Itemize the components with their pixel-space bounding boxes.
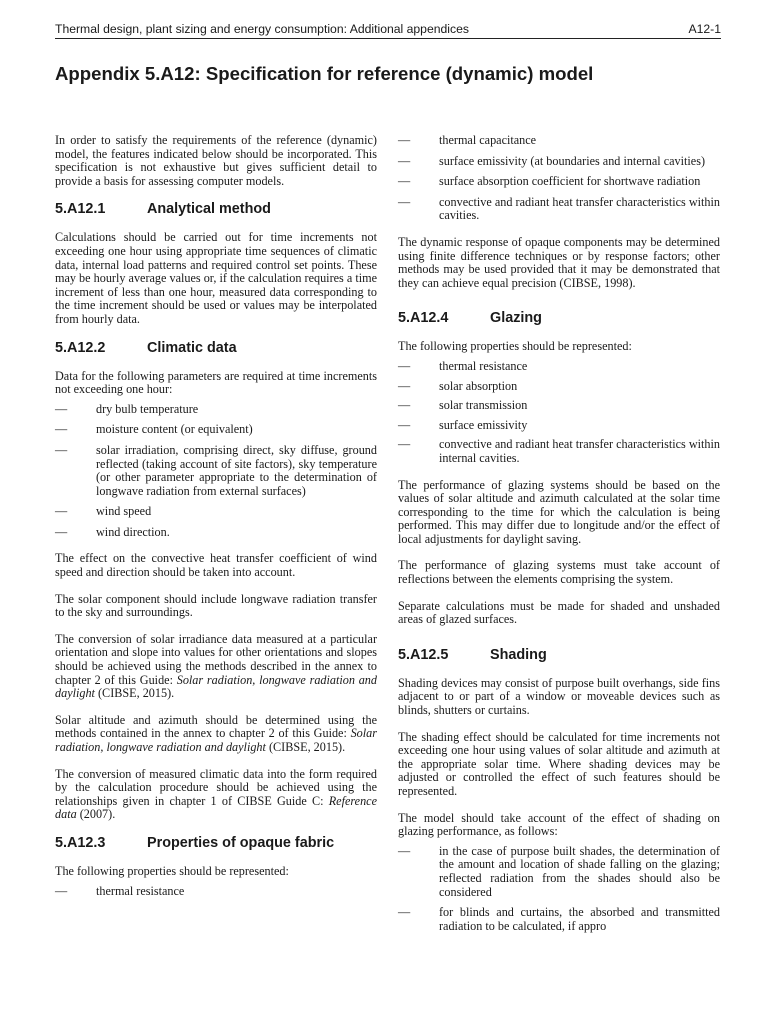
paragraph: The dynamic response of opaque components may be determined using finite difference techniques or by response factors; other methods may be used provided that it may be demonstrated that they can achieve equal precision (CIBSE, 1998). [398,234,720,290]
list-item [398,380,720,394]
opaque-property-list-start [55,885,377,899]
reference-title: Reference data [55,793,377,822]
opaque-property-list-continued [398,134,720,223]
list-item [398,175,720,189]
list-item-text: solar irradiation, comprising direct, sky diffuse, ground reflected (taking account of site factors), sky temperature (or other parameter appropriate to the determination of longwave radiation from external surfaces) [96,442,377,498]
right-column [398,134,720,946]
paragraph: Data for the following parameters are required at time increments not exceeding one hour: [55,368,377,397]
dash-marker: — [398,174,411,189]
list-item [398,134,720,148]
paragraph: The following properties should be represented: [55,863,289,878]
list-item [398,906,720,933]
reference-title: Solar radiation, longwave radiation and daylight [55,726,377,754]
list-item [55,526,377,540]
list-item [398,399,720,413]
list-item-text: solar transmission [439,398,528,413]
paragraph: The shading effect should be calculated for time increments not exceeding one hour using values of solar altitude and azimuth at the appropriate solar time. Where shading devices may be adjusted or controlled the effect of such features should be represented. [398,729,720,798]
dash-marker: — [55,883,68,898]
section-number: 5.A12.5 [398,646,449,663]
paragraph: The performance of glazing systems should be based on the values of solar altitude and azimuth calculated at the solar time corresponding to the time for which the calculation is being performed. This may differ due to longitude and/or the effect of local adjustments for daylight saving. [398,477,720,546]
section-number: 5.A12.2 [55,339,106,356]
section-heading-analytical-method [55,201,377,217]
intro-paragraph: In order to satisfy the requirements of the reference (dynamic) model, the features indicated below should be incorporated. This specification is not exhaustive but gives sufficient detail to provide a basis for assessing computer models. [55,133,377,188]
list-item [55,423,377,437]
running-header [55,20,721,39]
paragraph [55,633,377,701]
dash-marker: — [398,398,411,413]
text-run: (2007). [76,807,116,822]
list-item [398,845,720,899]
text-run: Solar altitude and azimuth should be determined using the methods contained in the annex to chapter 2 of this Guide: [55,712,377,741]
dash-marker: — [398,358,411,373]
list-item [398,438,720,465]
paragraph: Calculations should be carried out for time increments not exceeding one hour using appropriate time sequences of climatic data, internal load patterns and required control set points. These may be hourly average values or, if the calculation requires a time increment of less than one hour, measured data corresponding to the time increment should be used or values may be interpolated from hourly data. [55,230,377,326]
text-run: The conversion of solar irradiance data measured at a particular orientation and slope into values for other orientations and slopes should be achieved using the methods described in the annex to chapter 2 of this Guide: [55,631,377,687]
dash-marker: — [398,133,411,147]
dash-marker: — [398,153,411,168]
paragraph: The performance of glazing systems must take account of reflections between the elements comprising the system. [398,558,720,587]
page-title: Appendix 5.A12: Specification for reference (dynamic) model [55,63,594,84]
section-number: 5.A12.3 [55,834,106,851]
glazing-property-list [398,360,720,466]
section-title: Climatic data [147,339,237,356]
text-run: (CIBSE, 2015). [94,686,175,701]
section-heading-glazing [398,310,720,326]
dash-marker: — [398,437,411,452]
dash-marker: — [55,504,68,519]
list-item-text: solar absorption [439,378,518,393]
list-item-text: thermal resistance [439,358,528,373]
reference-title: Solar radiation, longwave radiation and daylight [55,672,377,701]
dash-marker: — [398,843,411,858]
dash-marker: — [55,524,68,539]
paragraph: Separate calculations must be made for shaded and unshaded areas of glazed surfaces. [398,598,720,627]
section-heading-opaque-fabric [55,835,377,851]
running-title: Thermal design, plant sizing and energy consumption: Additional appendices [55,22,469,36]
dash-marker: — [55,422,68,437]
section-number: 5.A12.1 [55,201,106,218]
left-column [55,134,377,911]
paragraph: Shading devices may consist of purpose built overhangs, side fins adjacent to or part of a window or moveable devices such as blinds, shutters or curtains. [398,675,720,718]
list-item-text: for blinds and curtains, the absorbed and transmitted radiation to be calculated, if appro [439,905,720,933]
list-item-text: surface emissivity [439,417,528,432]
list-item-text: wind direction. [96,524,170,539]
section-heading-climatic-data [55,340,377,356]
dash-marker: — [398,378,411,393]
paragraph: The following properties should be represented: [398,339,632,354]
list-item [398,360,720,374]
list-item-text: in the case of purpose built shades, the determination of the amount and location of shade falling on the glazing; reflected radiation from the shades should also be considered [439,843,720,899]
section-title: Glazing [490,310,542,327]
section-heading-shading [398,647,720,663]
section-title: Shading [490,646,547,663]
list-item-text: surface absorption coefficient for shortwave radiation [439,174,701,189]
list-item [55,403,377,417]
list-item-text: thermal capacitance [439,133,537,147]
list-item [398,196,720,223]
paragraph [55,768,377,822]
paragraph [55,714,377,755]
section-title: Analytical method [147,201,271,218]
dash-marker: — [398,905,411,920]
text-run: (CIBSE, 2015). [265,740,346,754]
list-item-text: moisture content (or equivalent) [96,422,253,437]
list-item [55,505,377,519]
list-item [398,155,720,169]
dash-marker: — [398,194,411,209]
section-title: Properties of opaque fabric [147,834,335,851]
shading-effect-list [398,845,720,934]
paragraph: The model should take account of the effect of shading on glazing performance, as follows: [398,810,720,839]
climatic-parameter-list [55,403,377,540]
list-item-text: convective and radiant heat transfer characteristics within cavities. [439,194,720,223]
list-item-text: thermal resistance [96,883,185,898]
list-item-text: convective and radiant heat transfer characteristics within internal cavities. [439,437,720,465]
list-item-text: dry bulb temperature [96,401,199,416]
list-item-text: surface emissivity (at boundaries and internal cavities) [439,153,706,168]
dash-marker: — [398,417,411,432]
page-number: A12-1 [688,22,721,36]
section-number: 5.A12.4 [398,310,449,327]
list-item [398,419,720,433]
list-item [55,444,377,498]
list-item-text: wind speed [96,504,152,519]
paragraph: The solar component should include longwave radiation transfer to the sky and surroundings. [55,591,377,620]
dash-marker: — [55,442,68,457]
paragraph: The effect on the convective heat transfer coefficient of wind speed and direction should be taken into account. [55,551,377,580]
dash-marker: — [55,401,68,416]
list-item [55,885,377,899]
text-run: The conversion of measured climatic data into the form required by the calculation procedure should be achieved using the relationships given in chapter 1 of CIBSE Guide C: [55,766,377,808]
